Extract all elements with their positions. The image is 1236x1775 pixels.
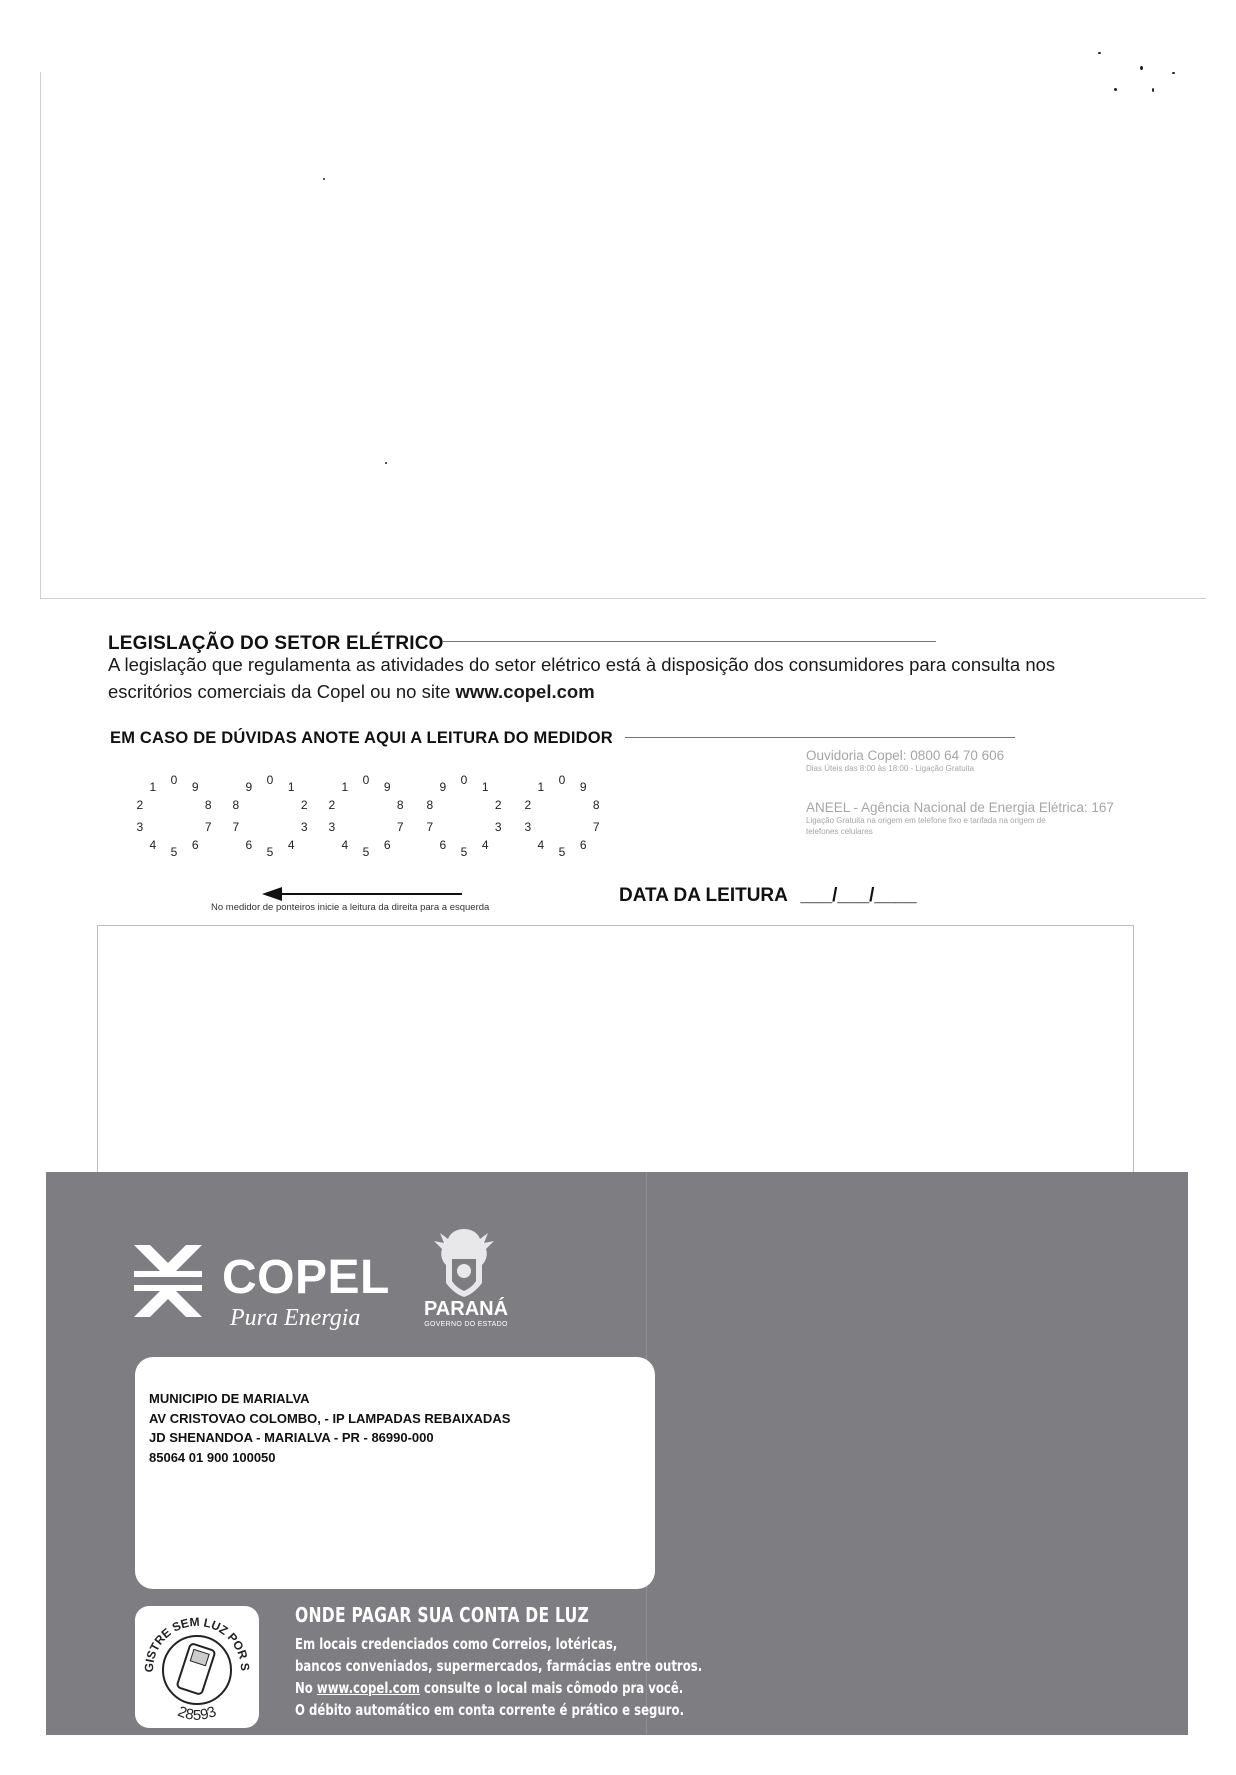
payment-info — [295, 1603, 817, 1721]
dial-digit: 9 — [245, 779, 253, 794]
dial-digit: 1 — [287, 779, 295, 794]
dial-digit: 2 — [494, 797, 502, 812]
dial-digit: 6 — [439, 838, 447, 853]
dial-digit: 9 — [579, 779, 587, 794]
top-blank-area — [40, 72, 1206, 599]
speck — [1152, 88, 1154, 92]
meter-dial-3 — [320, 770, 412, 862]
payment-line-3 — [295, 1677, 702, 1699]
speck — [323, 178, 325, 180]
address-window — [135, 1357, 655, 1589]
ouvidoria-hours: Dias Úteis das 8:00 às 18:00 - Ligação Gratuita — [806, 764, 975, 773]
dial-digit: 2 — [328, 797, 336, 812]
dial-digit: 6 — [579, 838, 587, 853]
reading-date-field[interactable] — [619, 885, 917, 907]
dial-digit: 0 — [362, 773, 370, 787]
payment-line-3-suffix: consulte o local mais cômodo pra você. — [419, 1679, 684, 1697]
parana-coat-of-arms-icon — [418, 1225, 510, 1297]
payment-line-2: bancos conveniados, supermercados, farmácias entre outros. — [295, 1657, 703, 1675]
dial-digit: 7 — [592, 820, 600, 835]
dial-digit: 0 — [558, 773, 566, 787]
address-line: JD SHENANDOA - MARIALVA - PR - 86990-000 — [149, 1430, 434, 1445]
dial-digit: 0 — [266, 773, 274, 787]
sms-phone-icon — [135, 1606, 259, 1728]
address-line: AV CRISTOVAO COLOMBO, - IP LAMPADAS REBAIXADAS — [149, 1410, 511, 1426]
ouvidoria-phone: Ouvidoria Copel: 0800 64 70 606 — [806, 748, 1005, 763]
address-line: MUNICIPIO DE MARIALVA — [149, 1391, 310, 1406]
speck — [385, 462, 387, 464]
meter-title: EM CASO DE DÚVIDAS ANOTE AQUI A LEITURA DO MEDIDOR — [110, 729, 613, 747]
dial-digit: 4 — [287, 838, 295, 853]
payment-line-1: Em locais credenciados como Correios, lotéricas, — [295, 1635, 618, 1653]
message-box — [97, 925, 1134, 1177]
dial-digit: 3 — [494, 820, 502, 835]
reading-date-blank[interactable]: ___/___/____ — [800, 885, 917, 906]
left-arrow-icon — [262, 884, 462, 904]
copel-name: COPEL — [222, 1251, 390, 1304]
meter-dials — [128, 770, 628, 870]
dial-digit: 1 — [341, 779, 349, 794]
payment-line-3-prefix: No — [295, 1679, 317, 1697]
dial-digit: 8 — [426, 797, 434, 812]
legislation-text — [108, 651, 1118, 705]
meter-reading-hint: No medidor de ponteiros inicie a leitura da direita para a esquerda — [211, 902, 490, 913]
dial-digit: 8 — [396, 797, 404, 812]
dial-digit: 4 — [481, 838, 489, 853]
recipient-address — [149, 1389, 510, 1467]
meter-dial-1 — [128, 770, 220, 862]
sms-ring-text: GISTRE SEM LUZ POR S — [141, 1614, 253, 1673]
dial-digit: 2 — [524, 797, 532, 812]
dial-digit: 5 — [362, 845, 370, 859]
aneel-phone: ANEEL - Agência Nacional de Energia Elétrica: 167 — [806, 800, 1114, 815]
legislation-title-rule — [442, 641, 936, 642]
dial-digit: 9 — [439, 779, 447, 794]
dial-digit: 5 — [266, 845, 274, 859]
speck — [1172, 72, 1175, 74]
dial-digit: 4 — [341, 838, 349, 853]
dial-digit: 4 — [537, 838, 545, 853]
dial-digit: 3 — [524, 820, 532, 835]
dial-digit: 6 — [191, 838, 199, 853]
aneel-note-1: Ligação Gratuita na origem em telefone fixo e tarifada na origem de — [806, 816, 1046, 825]
dial-digit: 2 — [136, 797, 144, 812]
copel-mark-icon — [130, 1245, 206, 1317]
meter-title-rule — [625, 737, 1015, 738]
dial-digit: 3 — [136, 820, 144, 835]
parana-government-logo — [418, 1225, 510, 1340]
dial-digit: 6 — [245, 838, 253, 853]
legislation-title: LEGISLAÇÃO DO SETOR ELÉTRICO — [108, 633, 444, 654]
dial-digit: 1 — [481, 779, 489, 794]
speck — [1114, 88, 1117, 91]
svg-text:28593 — [175, 1703, 218, 1724]
aneel-contact — [806, 800, 1114, 837]
dial-digit: 0 — [460, 773, 468, 787]
dial-digit: 1 — [537, 779, 545, 794]
dial-digit: 9 — [383, 779, 391, 794]
dial-digit: 3 — [300, 820, 308, 835]
dial-digit: 5 — [460, 845, 468, 859]
aneel-note-2: telefones celulares — [806, 827, 873, 836]
parana-subtitle: GOVERNO DO ESTADO — [424, 1321, 508, 1328]
dial-digit: 5 — [170, 845, 178, 859]
ouvidoria-contact — [806, 748, 1004, 774]
meter-dial-5 — [516, 770, 608, 862]
dial-digit: 4 — [149, 838, 157, 853]
reading-date-label: DATA DA LEITURA — [619, 885, 788, 906]
meter-dial-2 — [224, 770, 316, 862]
speck — [1098, 52, 1101, 54]
dial-digit: 7 — [204, 820, 212, 835]
speck — [1140, 66, 1143, 70]
dial-digit: 1 — [149, 779, 157, 794]
payment-line-4: O débito automático em conta corrente é prático e seguro. — [295, 1701, 685, 1719]
copel-slogan: Pura Energia — [230, 1305, 361, 1331]
dial-digit: 7 — [232, 820, 240, 835]
sms-badge — [135, 1606, 259, 1728]
dial-digit: 5 — [558, 845, 566, 859]
dial-digit: 7 — [426, 820, 434, 835]
parana-name: PARANÁ — [423, 1298, 509, 1320]
dial-digit: 2 — [300, 797, 308, 812]
dial-digit: 8 — [232, 797, 240, 812]
dial-digit: 7 — [396, 820, 404, 835]
payment-copel-link[interactable]: www.copel.com — [316, 1679, 420, 1697]
copel-logo — [130, 1245, 390, 1335]
dial-digit: 6 — [383, 838, 391, 853]
customer-code: 85064 01 900 100050 — [149, 1449, 276, 1465]
payment-title: ONDE PAGAR SUA CONTA DE LUZ — [295, 1603, 590, 1627]
dial-digit: 0 — [170, 773, 178, 787]
dial-digit: 9 — [191, 779, 199, 794]
dial-digit: 3 — [328, 820, 336, 835]
dial-digit: 8 — [204, 797, 212, 812]
meter-dial-4 — [418, 770, 510, 862]
copel-site-link[interactable]: www.copel.com — [455, 681, 595, 702]
sms-number: 28593 — [175, 1703, 219, 1724]
dial-digit: 8 — [592, 797, 600, 812]
legislation-text-body: A legislação que regulamenta as atividades do setor elétrico está à disposição dos consumidores para consulta nos escritórios comerciais da Copel ou no site — [108, 654, 1056, 702]
